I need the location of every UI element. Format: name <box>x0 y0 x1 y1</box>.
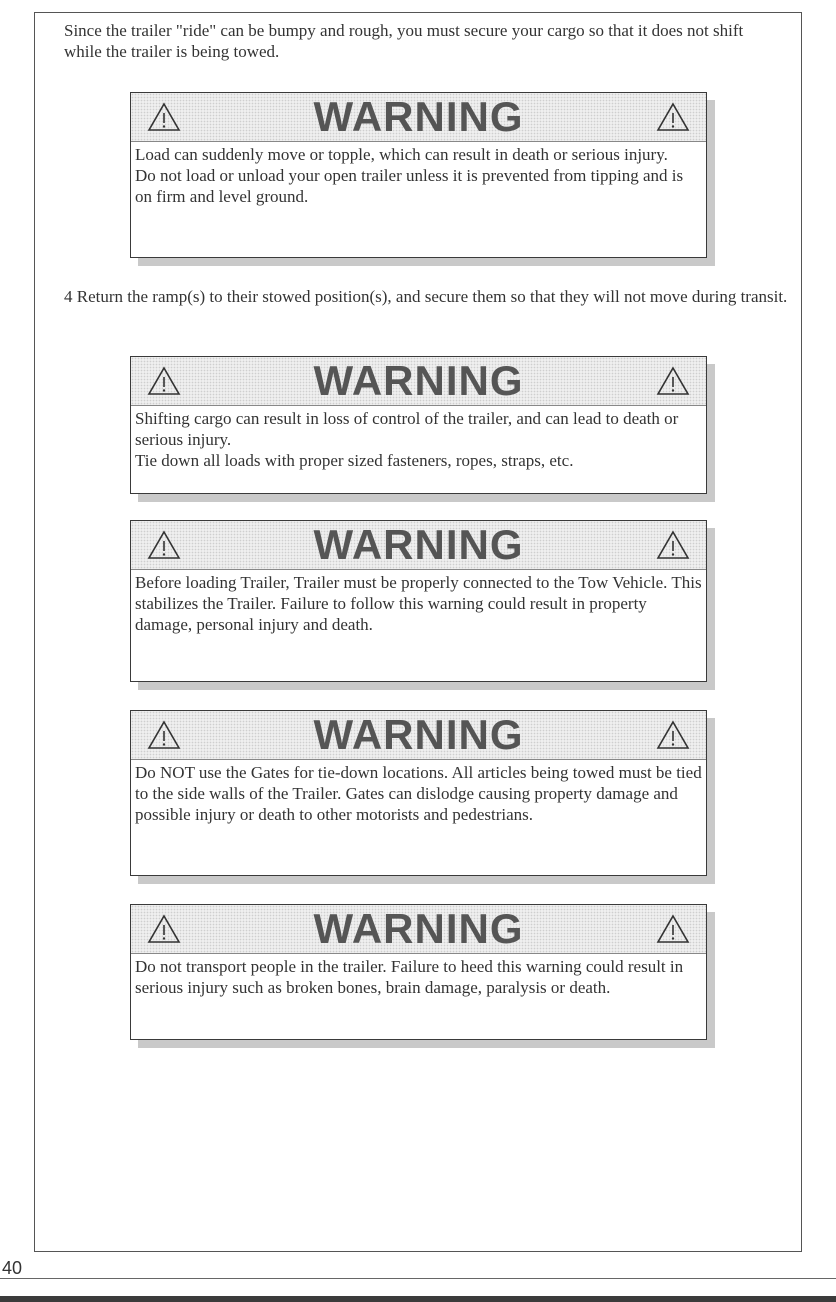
warning-title: WARNING <box>313 93 524 140</box>
page-number: 40 <box>2 1258 23 1278</box>
warning-body <box>131 954 706 1002</box>
warning-body <box>131 142 706 211</box>
warning-box-transport-people <box>130 904 707 1040</box>
warning-text: Do not load or unload your open trailer unless it is prevented from tipping and is on firm and level ground. <box>135 166 684 206</box>
bottom-band <box>0 1296 836 1302</box>
warning-triangle-icon <box>656 366 690 396</box>
warning-triangle-icon <box>656 530 690 560</box>
step-paragraph: 4 Return the ramp(s) to their stowed position(s), and secure them so that they will not move during transit. <box>64 287 788 306</box>
warning-body <box>131 760 706 829</box>
warning-box-tow-vehicle <box>130 520 707 682</box>
warning-header <box>131 711 706 760</box>
warning-box-gates <box>130 710 707 876</box>
warning-text: Before loading Trailer, Trailer must be properly connected to the Tow Vehicle. This stabilizes the Trailer. Failure to follow this warning could result in property damage, personal injury and death. <box>135 573 702 634</box>
intro-paragraph: Since the trailer "ride" can be bumpy and rough, you must secure your cargo so that it does not shift while the trailer is being towed. <box>64 21 744 61</box>
warning-text: Do NOT use the Gates for tie-down locations. All articles being towed must be tied to the side walls of the Trailer. Gates can dislodge causing property damage and possible injury or death to other motorists and pedestrians. <box>135 763 702 824</box>
warning-triangle-icon <box>656 102 690 132</box>
warning-title: WARNING <box>313 905 524 952</box>
warning-text: Load can suddenly move or topple, which can result in death or serious injury. <box>135 145 668 164</box>
warning-title: WARNING <box>313 521 524 568</box>
warning-box-load-topple <box>130 92 707 258</box>
warning-body <box>131 406 706 475</box>
warning-title: WARNING <box>313 711 524 758</box>
warning-text: Do not transport people in the trailer. Failure to heed this warning could result in serious injury such as broken bones, brain damage, paralysis or death. <box>135 957 684 997</box>
warning-title: WARNING <box>313 357 524 404</box>
warning-box-shifting-cargo <box>130 356 707 494</box>
warning-header <box>131 357 706 406</box>
warning-header <box>131 905 706 954</box>
warning-triangle-icon <box>656 720 690 750</box>
bottom-rule <box>0 1278 836 1279</box>
warning-triangle-icon <box>656 914 690 944</box>
warning-body <box>131 570 706 639</box>
warning-header <box>131 521 706 570</box>
warning-header <box>131 93 706 142</box>
warning-text: Tie down all loads with proper sized fasteners, ropes, straps, etc. <box>135 451 574 470</box>
warning-text: Shifting cargo can result in loss of control of the trailer, and can lead to death or serious injury. <box>135 409 679 449</box>
